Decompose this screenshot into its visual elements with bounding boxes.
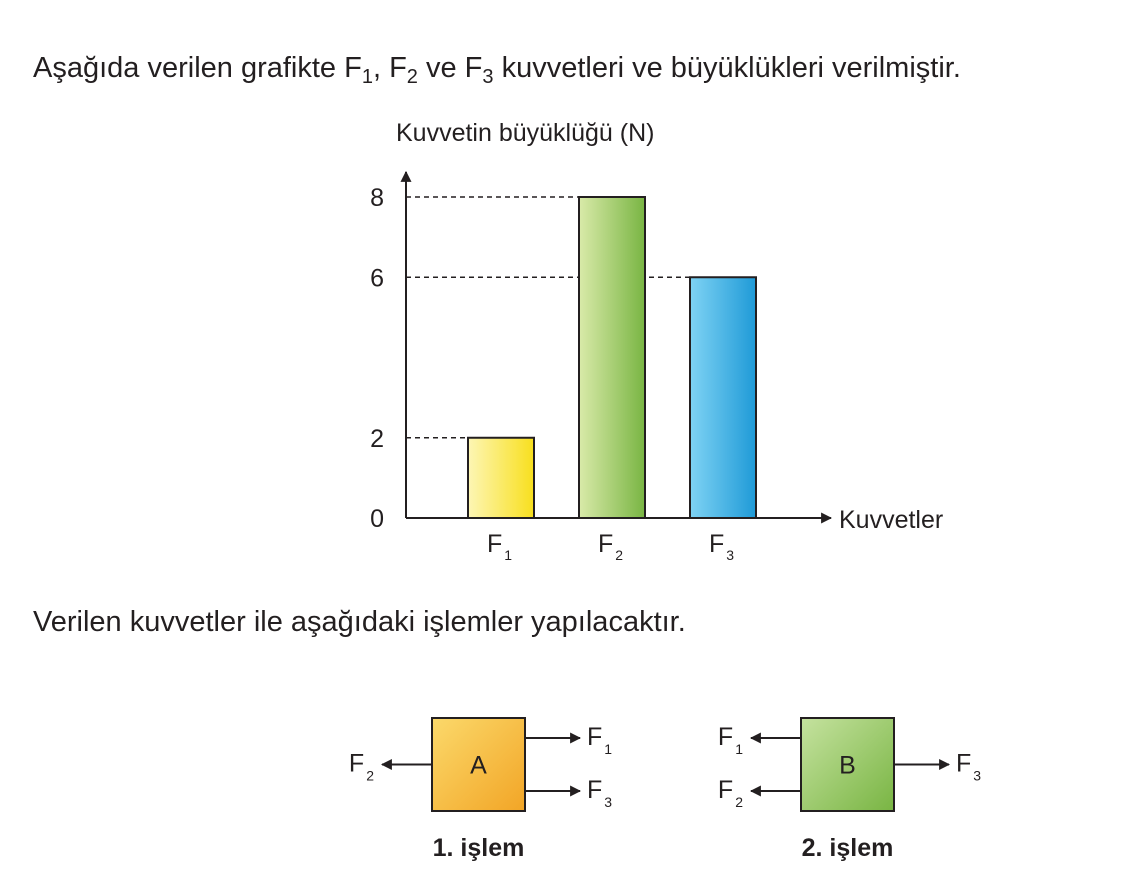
operations-sentence: Verilen kuvvetler ile aşağıdaki işlemler yapılacaktır.	[33, 606, 686, 638]
y-tick-6: 6	[370, 264, 384, 293]
operations-diagrams	[349, 718, 981, 862]
intro-text-4: kuvvetleri ve büyüklükleri verilmiştir.	[493, 52, 961, 84]
y-axis-label: Kuvvetin büyüklüğü (N)	[396, 119, 655, 147]
bars	[468, 197, 756, 518]
x-tick-f1: F $_1$	[487, 530, 513, 563]
intro-text-2: , F	[372, 52, 407, 84]
intro-sub-1: 1	[361, 66, 373, 88]
x-tick-f2: F $_2$	[598, 530, 624, 563]
y-tick-0: 0	[370, 505, 384, 533]
intro-sub-3: 3	[482, 66, 494, 88]
object-label-a: A	[470, 751, 487, 780]
bar-f2	[579, 197, 645, 518]
operation-caption-1: 1. işlem	[432, 834, 525, 862]
force-label-f1-op2: F $_1$	[717, 723, 743, 757]
force-label-f3-op1: F $_3$	[587, 776, 613, 810]
force-label-f3-op2: F $_3$	[956, 749, 982, 784]
intro-text-3: ve F	[417, 52, 483, 84]
bar-f3	[690, 277, 756, 518]
force-label-f2-op2: F $_2$	[717, 776, 743, 810]
intro-sub-2: 2	[406, 66, 418, 88]
x-tick-labels	[487, 530, 734, 563]
object-label-b: B	[839, 751, 856, 780]
force-label-f2-op1: F $_2$	[348, 749, 374, 784]
intro-text-1: Aşağıda verilen grafikte F	[33, 52, 362, 84]
y-tick-labels	[370, 184, 384, 533]
y-tick-2: 2	[370, 424, 384, 453]
operation-caption-2: 2. işlem	[801, 834, 894, 862]
y-tick-8: 8	[370, 184, 384, 212]
force-label-f1-op1: F $_1$	[587, 723, 613, 757]
x-tick-f3: F $_3$	[709, 530, 735, 563]
x-axis-label: Kuvvetler	[839, 506, 944, 534]
bar-f1	[468, 438, 534, 518]
